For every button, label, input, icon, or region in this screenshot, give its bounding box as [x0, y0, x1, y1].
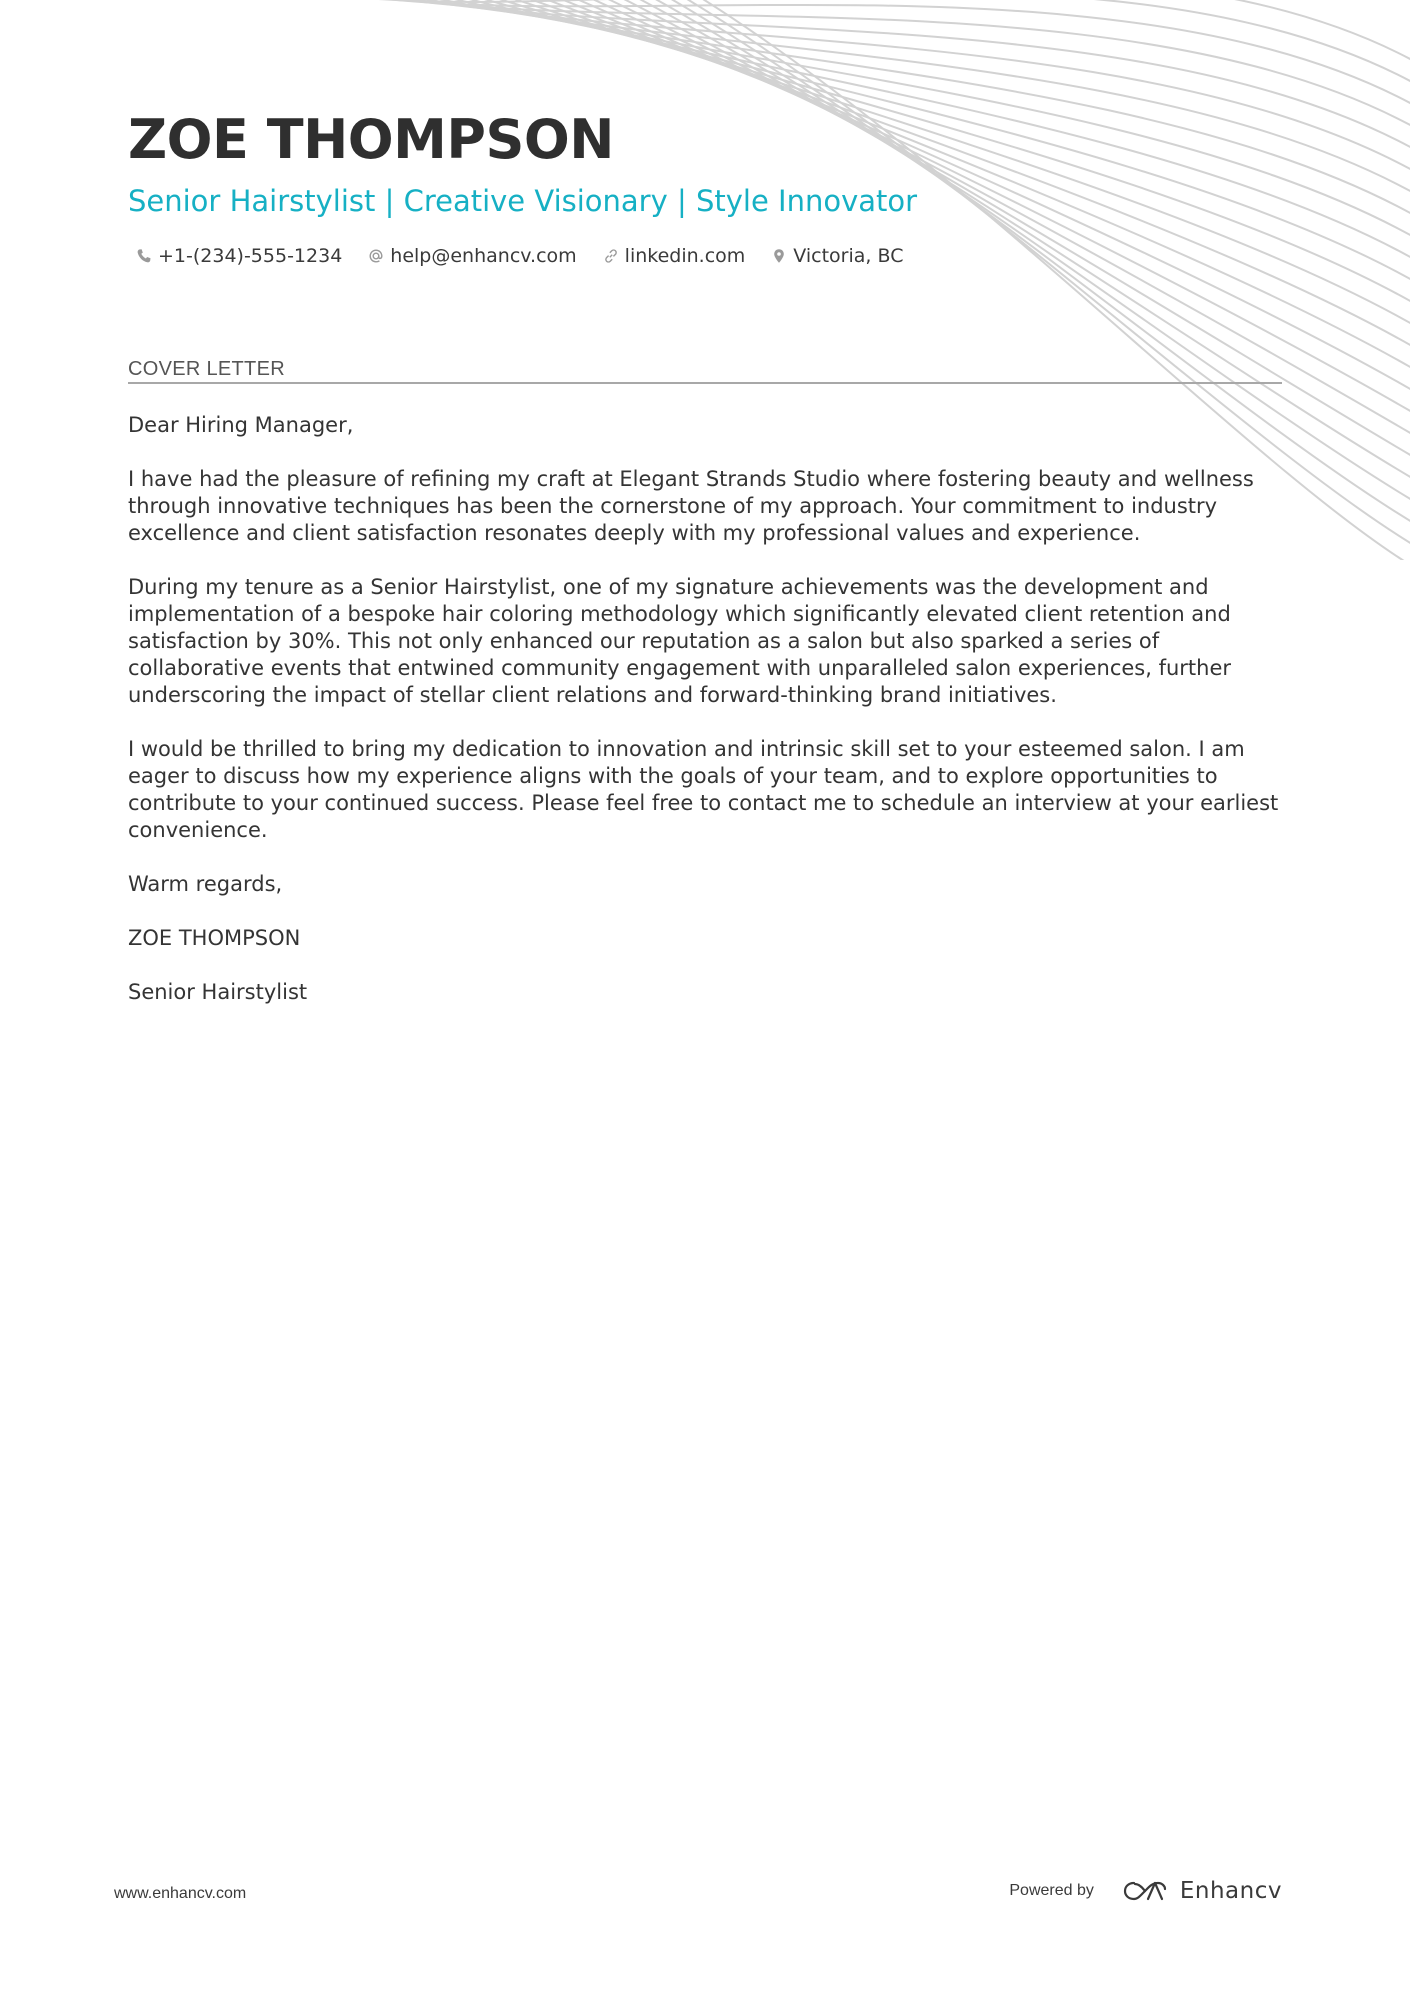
contact-location: [771, 245, 903, 267]
letter-paragraph-1: I have had the pleasure of refining my craft at Elegant Strands Studio where fostering beauty and wellness through innovative techniques has been the cornerstone of my approach. Your commitment to industry excellence and client satisfaction resonates deeply with my professional values and experience.: [128, 467, 1254, 545]
location-pin-icon: [771, 248, 787, 264]
wave-line: [538, 0, 1410, 346]
letter-signature-name: ZOE THOMPSON: [128, 926, 301, 950]
applicant-headline: Senior Hairstylist | Creative Visionary | Style Innovator: [128, 184, 918, 218]
letter-paragraph-2: During my tenure as a Senior Hairstylist, one of my signature achievements was the development and implementation of a bespoke hair coloring methodology which significantly elevated client retention and satisfaction by 30%. This not only enhanced our reputation as a salon but also sparked a series of collaborative events that entwined community engagement with unparalleled salon experiences, further underscoring the impact of stellar client relations and forward-thinking brand initiatives.: [128, 575, 1232, 707]
link-icon: [603, 248, 619, 264]
wave-line: [474, 0, 1410, 258]
at-icon: [368, 248, 384, 264]
wave-line: [442, 0, 1410, 214]
letter-paragraph-3: I would be thrilled to bring my dedication to innovation and intrinsic skill set to your esteemed salon. I am eager to discuss how my experience aligns with the goals of your team, and to explore opportunities to contribute to your continued success. Please feel free to contact me to schedule an interview at your earliest convenience.: [128, 737, 1279, 842]
contact-linkedin[interactable]: [603, 245, 746, 267]
footer-website-link[interactable]: www.enhancv.com: [114, 1885, 247, 1902]
applicant-name: ZOE THOMPSON: [128, 108, 614, 171]
footer-branding: [1009, 1878, 1282, 1904]
contact-location-text: Victoria, BC: [793, 245, 904, 267]
contact-info-row: [136, 245, 929, 267]
brand-name: Enhancv: [1179, 1878, 1282, 1904]
letter-signature-title: Senior Hairstylist: [128, 980, 308, 1004]
contact-email-text: help@enhancv.com: [390, 245, 577, 267]
contact-email[interactable]: [368, 245, 576, 267]
contact-phone[interactable]: [136, 245, 342, 267]
contact-linkedin-text: linkedin.com: [624, 245, 746, 267]
wave-line: [346, 0, 1410, 82]
phone-icon: [136, 248, 152, 264]
letter-salutation: Dear Hiring Manager,: [128, 413, 354, 437]
wave-line: [362, 0, 1410, 104]
section-title-cover-letter: COVER LETTER: [128, 358, 285, 380]
wave-line: [634, 0, 1410, 478]
contact-phone-text: +1-(234)-555-1234: [158, 245, 343, 267]
section-divider: [128, 382, 1282, 384]
powered-by-label: Powered by: [1009, 1882, 1094, 1899]
wave-line: [330, 0, 1410, 60]
wave-line: [490, 0, 1410, 280]
letter-body: [128, 412, 1282, 1033]
wave-line: [522, 0, 1410, 324]
wave-line: [618, 0, 1410, 456]
enhancv-logo-icon[interactable]: [1122, 1879, 1168, 1903]
letter-closing: Warm regards,: [128, 872, 283, 896]
